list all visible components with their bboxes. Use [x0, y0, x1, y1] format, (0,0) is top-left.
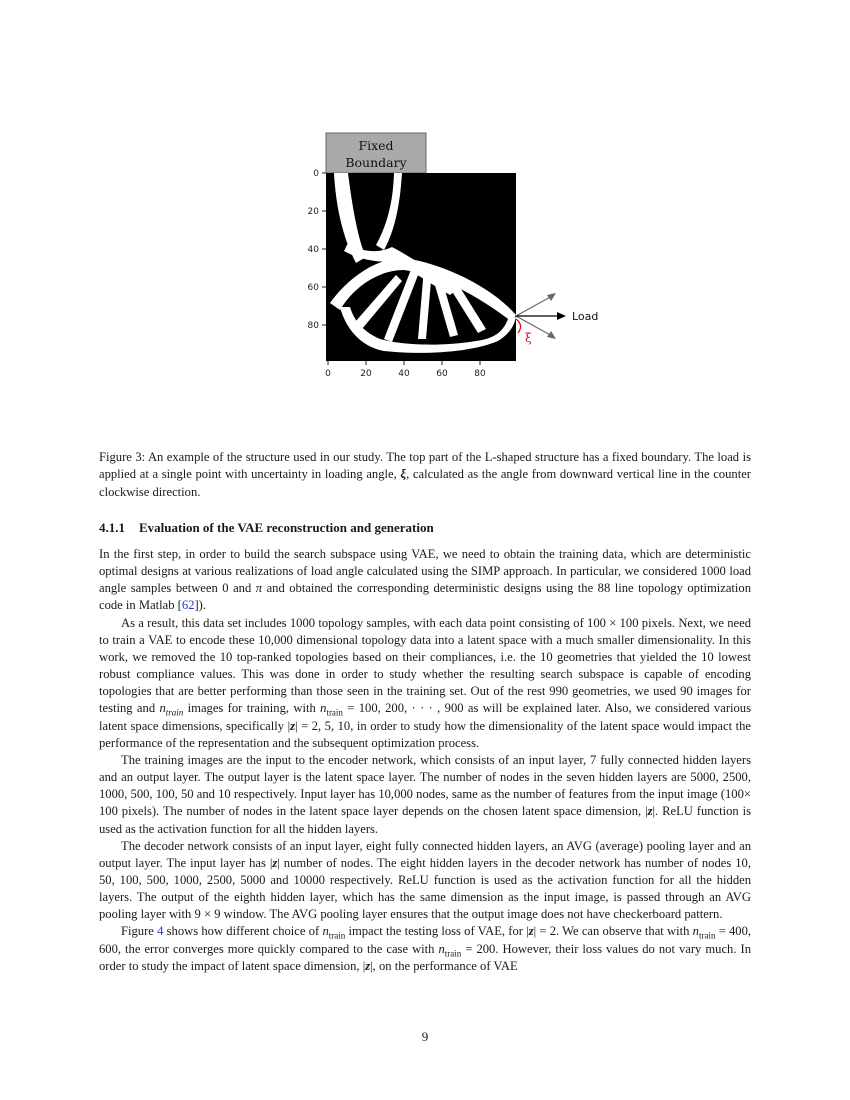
fixed-label-line1: Fixed: [358, 138, 394, 153]
paragraph-1: In the first step, in order to build the search subspace using VAE, we need to obtain the training data, which are deterministic optimal designs at various realizations of load angle calculated using the SIMP approach. In particular, we considered 1000 load angle samples between 0 and π and obtained the corresponding deterministic designs using the 88 line topology optimization code in Matlab [62]).: [99, 547, 752, 613]
caption-label: Figure 3:: [99, 450, 146, 464]
section-number: 4.1.1: [99, 520, 125, 535]
fixed-label-line2: Boundary: [345, 155, 407, 170]
load-label: Load: [572, 310, 599, 323]
x-tick-20: 20: [360, 369, 372, 379]
paragraph-5: Figure 4 shows how different choice of $n_{train}$ impact the testing loss of VAE, for |z| = 2. We can observe that with $n_{train} = 400$, 600, the error converges more quickly compared to the case with $n_{train} = 200$. However, their loss values do not vary much. In order to study the impact of latent space dimension, |z|, on the performance of VAE: [99, 924, 752, 973]
angle-arc: [516, 319, 521, 333]
page-number: 9: [421, 1029, 429, 1044]
body-text: [99, 546, 751, 975]
y-tick-80: 80: [307, 321, 319, 331]
citation-62[interactable]: 62: [181, 598, 195, 613]
caption-text-1: An example of the structure used in our study. The top part of the L-shaped structure has a fixed boundary. The load is applied at a single point with uncertainty in loading angle,: [99, 450, 751, 482]
x-tick-0: 0: [325, 369, 331, 379]
paragraph-3: The training images are the input to the encoder network, which consists of an input layer, 7 fully connected hidden layers and an output layer. The output layer is the latent space layer. The number of nodes in the seven hidden layers are 5000, 2500, 1000, 500, 100, 50 and 10 respectively. Input layer has 10,000 nodes, same as the number of features from the input image (100× 100 pixels). The number of nodes in the latent space layer depends on the chosen latent space dimension, |z|. ReLU function is used as the activation function for all the hidden layers.: [99, 752, 752, 836]
paragraph-4: The decoder network consists of an input layer, eight fully connected hidden layers, an AVG (average) pooling layer and an output layer. The input layer has |z| number of nodes. The eight hidden layers in the decoder network has number of nodes 10, 50, 100, 500, 1000, 2500, 5000 and 10000 respectively. ReLU function is used as the activation function for all the hidden layers. The output of the eighth hidden layer, which has the same dimension as the input image, is passed through an AVG pooling layer with 9 × 9 window. The AVG pooling layer ensures that the output image does not have checkerboard pattern.: [99, 838, 751, 922]
y-tick-0: 0: [313, 169, 319, 179]
y-tick-60: 60: [307, 283, 319, 293]
y-tick-40: 40: [307, 245, 319, 255]
figure-caption: [99, 449, 751, 501]
section-heading: [99, 520, 434, 536]
x-tick-80: 80: [474, 369, 486, 379]
y-tick-20: 20: [307, 207, 319, 217]
caption-xi: ξ: [400, 467, 407, 482]
topology-figure: [300, 125, 620, 385]
angle-label: ξ: [525, 331, 532, 345]
caption-text-2: , calculated as the angle from downward vertical line in the counter clockwise direction.: [99, 467, 751, 499]
figure-4-ref[interactable]: 4: [157, 924, 164, 939]
x-tick-60: 60: [436, 369, 448, 379]
figure-3: [300, 125, 620, 385]
section-title: Evaluation of the VAE reconstruction and generation: [139, 520, 434, 535]
load-arrows: [516, 293, 566, 339]
paragraph-2: As a result, this data set includes 1000 topology samples, with each data point consisting of 100 × 100 pixels. Next, we need to train a VAE to encode these 10,000 dimensional topology data into a latent space with a much smaller dimensionality. In this work, we removed the 10 top-ranked topologies based on their compliances, i.e. the 10 geometries that yielded the 10 lowest robust compliance values. This was done in order to study whether the resulting search subspace is capable of encoding topologies that are better performing than those seen in the training set. Out of the rest 990 geometries, we used 90 images for testing and $n_{train}$ images for training, with $n_{train} = 100$, 200, · · · , 900 as will be explained later. Also, we considered various latent space dimensions, specifically |z| = 2, 5, 10, in order to study how the dimensionality of the latent space would impact the performance of the representation and the subsequent optimization process.: [99, 615, 752, 750]
x-tick-40: 40: [398, 369, 410, 379]
